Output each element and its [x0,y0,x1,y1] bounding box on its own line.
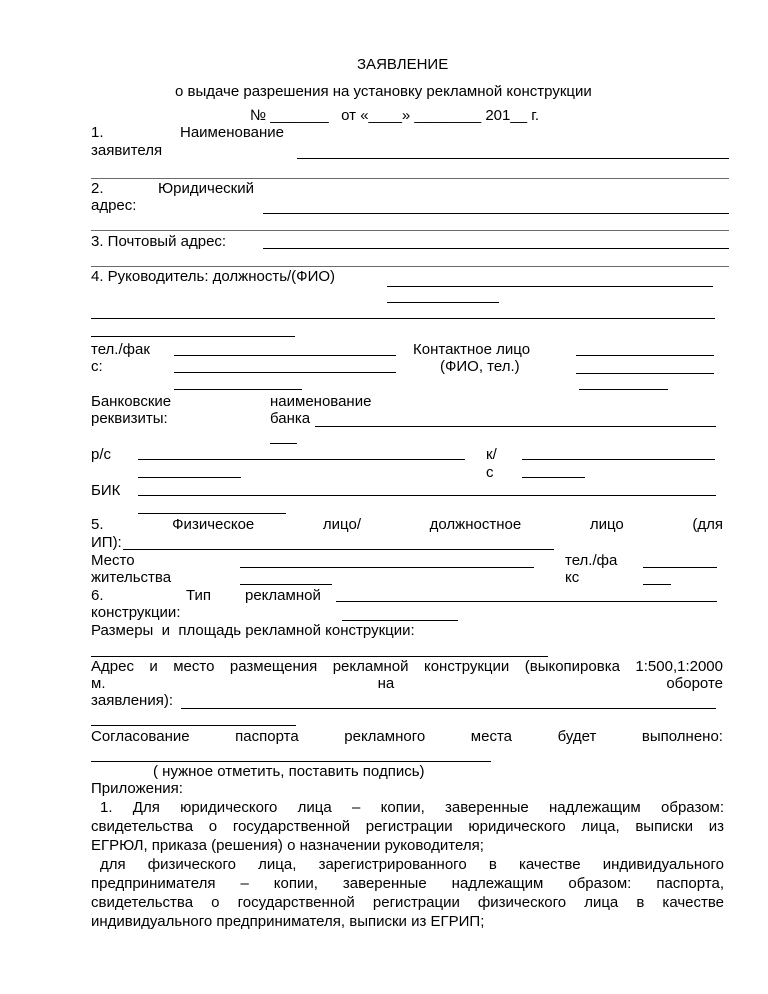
attachment-paragraph-individual: для физического лица, зарегистрированного в качестве индивидуального предпринимателя – копии, заверенные надлежащим образом: паспорта, свидетельства о государственной регистрации физического лица в качестве индивидуального предпринимателя, выписки из ЕГРИП; [91,856,724,930]
residence-line-cont[interactable] [240,584,332,585]
size-area-line[interactable] [91,656,548,657]
document-subtitle: о выдаче разрешения на установку рекламной конструкции [175,83,592,100]
passport-agreement-line[interactable] [91,761,491,762]
ks-label-a: к/ [486,446,497,463]
bank-label-b: реквизиты: [91,410,168,427]
field1-label-applicant: заявителя [91,142,163,159]
residence-label-a: Место [91,552,135,569]
bik-line[interactable] [138,495,716,496]
ks-line-cont[interactable] [522,477,585,478]
bik-line-cont[interactable] [138,513,286,514]
bank-name-label-a: наименование [270,393,372,410]
field2-label-address: адрес: [91,197,137,214]
bank-name-line[interactable] [315,426,716,427]
legal-address-line[interactable] [263,213,729,214]
bik-label: БИК [91,482,121,499]
tel-line-cont[interactable] [643,584,671,585]
separator-line [91,230,729,231]
document-title: ЗАЯВЛЕНИЕ [357,56,449,73]
field6-number: 6. [91,587,104,604]
head-line-2[interactable] [91,318,715,319]
field1-number: 1. [91,124,104,141]
bank-name-label-b: банка [270,410,311,427]
head-line-3[interactable] [91,336,295,337]
bank-name-line-cont[interactable] [270,443,297,444]
field6-label-construction: конструкции: [91,604,181,621]
residence-line[interactable] [240,567,534,568]
individual-line[interactable] [123,549,554,550]
construction-type-line[interactable] [336,601,717,602]
head-line[interactable] [387,286,713,287]
field1-label-name: Наименование [180,124,284,141]
contact-line-2[interactable] [576,373,714,374]
separator-line [91,178,729,179]
phone-line[interactable] [174,355,396,356]
construction-type-line-cont[interactable] [342,620,458,621]
attachment-paragraph-legal: 1. Для юридического лица – копии, заверенные надлежащим образом: свидетельства о государственной регистрации юридического лица, выписки из ЕГРЮЛ, приказа (решения) о назначении руководителя; [91,799,724,854]
contact-label: Контактное лицо [413,341,531,358]
phone-label-a: тел./фак [91,341,150,358]
field4-label-head: 4. Руководитель: должность/(ФИО) [91,268,336,285]
contact-line-3[interactable] [579,389,668,390]
passport-agreement-label: Согласование паспорта рекламного места будет выполнено: [91,728,723,745]
application-number-date: № _______ от «____» ________ 201__ г. [250,107,540,124]
ks-label-b: с [486,464,494,481]
rs-line[interactable] [138,459,465,460]
separator-line [91,266,729,267]
applicant-name-line[interactable] [297,158,729,159]
field2-number: 2. [91,180,104,197]
head-line-cont[interactable] [387,302,499,303]
residence-label-b: жительства [91,569,172,586]
field6-label-type: Тип [186,587,212,604]
signature-note: ( нужное отметить, поставить подпись) [153,763,425,780]
tel-label-b: кс [565,569,580,586]
rs-line-cont[interactable] [138,477,241,478]
rs-label: р/с [91,446,112,463]
field5-heading: 5. Физическое лицо/ должностное лицо (для [91,516,723,533]
postal-address-line[interactable] [263,248,729,249]
phone-line-2[interactable] [174,372,396,373]
placement-address-line1: Адрес и место размещения рекламной конструкции (выкопировка 1:500,1:2000 [91,658,723,675]
field5-label-ip: ИП): [91,534,122,551]
attachments-title: Приложения: [91,780,183,797]
field2-label-legal: Юридический [158,180,254,197]
size-area-label: Размеры и площадь рекламной конструкции: [91,622,415,639]
placement-address-line[interactable] [181,708,716,709]
field3-label-postal-address: 3. Почтовый адрес: [91,233,227,250]
placement-address-line-cont[interactable] [91,725,296,726]
contact-label-sub: (ФИО, тел.) [440,358,520,375]
placement-address-line2: м. на обороте [91,675,723,692]
phone-label-b: с: [91,358,103,375]
phone-line-3[interactable] [174,389,302,390]
bank-label-a: Банковские [91,393,172,410]
ks-line[interactable] [522,459,715,460]
field6-label-ad: рекламной [245,587,321,604]
tel-line[interactable] [643,567,717,568]
tel-label-a: тел./фа [565,552,618,569]
contact-line[interactable] [576,355,714,356]
placement-address-label: заявления): [91,692,174,709]
